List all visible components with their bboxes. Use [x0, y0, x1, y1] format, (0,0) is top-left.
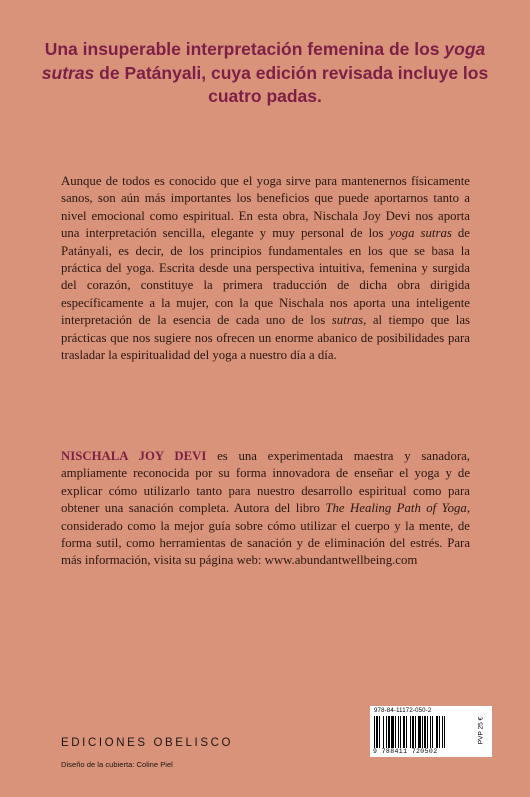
description-text: Aunque de todos es conocido que el yoga sirve para mantenernos físicamente sanos, son aún más importantes los beneficios que puede aportarnos tanto a nivel emocional como espiritual. En esta obra, Nischala Joy Devi nos aporta una interpretación sencilla, elegante y muy personal de los — [61, 174, 470, 241]
publisher-name: EDICIONES OBELISCO — [61, 737, 234, 749]
isbn-bottom: 9 788411 720502 — [373, 748, 438, 755]
description-text: al tiempo que las prácticas que nos sugiere nos ofrecen un enorme abanico de posibilidades para trasladar la espiritualidad del yoga a nuestro día a día. — [61, 313, 471, 363]
description-text: de Patányali, es decir, de los principios fundamentales en los que se basa la práctica del yoga. Escrita desde una perspectiva intuitiva, femenina y surgida del corazón, constituye la primera traducción de dicha obra dirigida específicamente a la mujer, con la que Nischala nos aporta una inteligente interpretación de la esencia de cada uno de los — [61, 226, 470, 328]
isbn-top: 978-84-11172-050-2 — [374, 708, 432, 714]
price-label: PVP 25 € — [477, 716, 485, 745]
barcode-label — [370, 706, 492, 757]
bio-text: es una experimentada maestra y sanadora, ampliamente reconocida por su forma innovadora de enseñar el yoga y de explicar cómo utilizarlo tanto para nuestro desarrollo espiritual como para obtener una sanación completa. Autora del libro — [61, 449, 470, 516]
author-bio — [61, 448, 470, 570]
barcode-icon — [374, 716, 474, 748]
tagline — [40, 38, 490, 109]
tagline-italic-text: yoga sutras — [41, 39, 486, 83]
description-italic-text: yoga sutras — [389, 226, 452, 241]
tagline-text-end: de Patányali, cuya edición revisada incluye los cuatro padas. — [94, 62, 489, 106]
tagline-text: Una insuperable interpretación femenina de los — [44, 39, 445, 59]
description-italic-text: sutras, — [331, 313, 367, 328]
book-title: The Healing Path of Yoga — [325, 501, 467, 516]
book-description — [61, 173, 470, 364]
author-name: NISCHALA JOY DEVI — [61, 449, 207, 463]
bio-text: , considerado como la mejor guía sobre cómo utilizar el cuerpo y la mente, de forma sutil, como herramientas de sanación y de eliminación del estrés. Para más información, visita su página web: www.abundantwellbeing.com — [61, 501, 471, 568]
cover-design-credit: Diseño de la cubierta: Coline Piel — [61, 760, 173, 769]
